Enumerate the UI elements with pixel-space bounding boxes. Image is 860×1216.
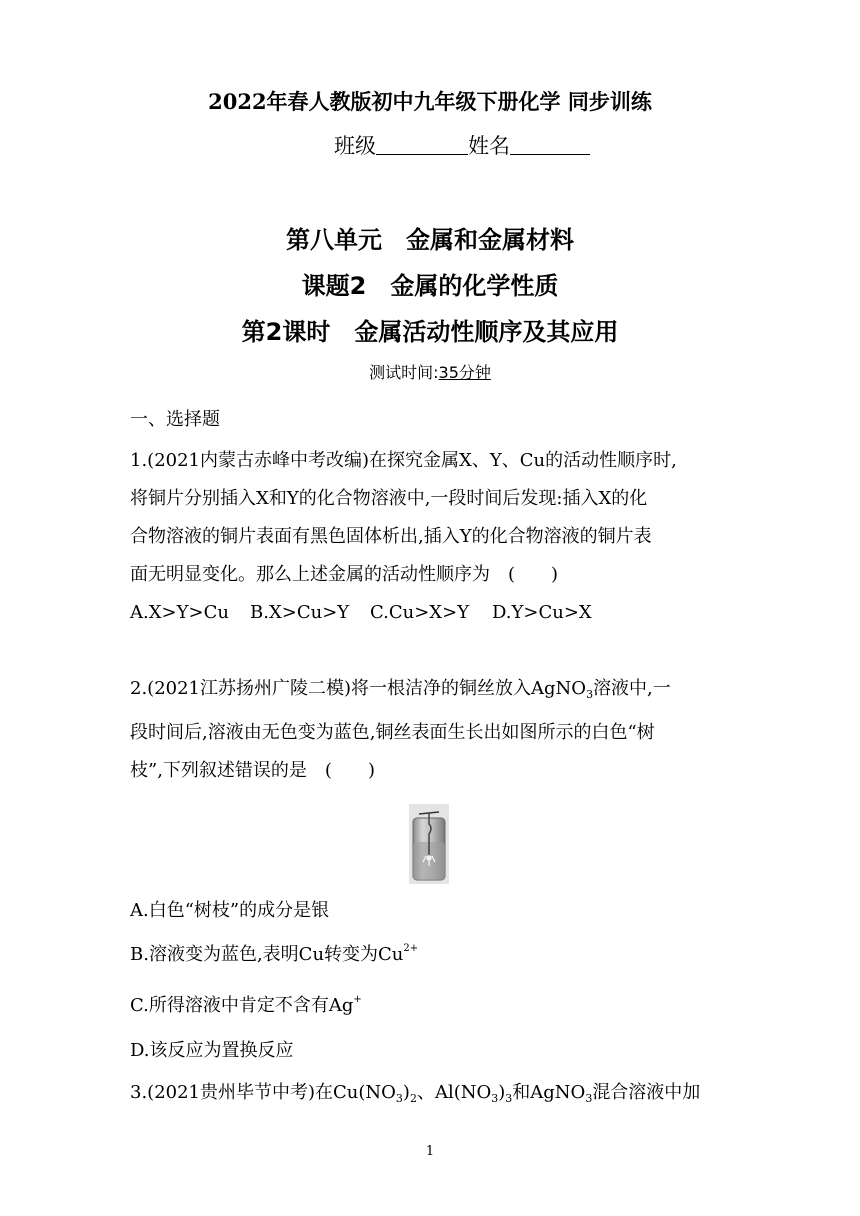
document-title: 2022年春人教版初中九年级下册化学 同步训练: [208, 89, 652, 114]
question-2-line: 枝”,下列叙述错误的是 ( ): [130, 760, 375, 781]
question-3-line: [130, 1074, 735, 1118]
beaker-figure: [409, 804, 449, 884]
class-blank: [376, 132, 468, 155]
question-3: [130, 1074, 735, 1118]
name-blank: [510, 132, 590, 155]
test-time-label: 测试时间:: [369, 363, 439, 382]
question-3-text: 和AgNO: [512, 1082, 586, 1103]
superscript: 2+: [403, 943, 419, 954]
subscript: 3: [585, 1092, 593, 1105]
question-3-text: 混合溶液中加: [592, 1082, 701, 1103]
question-2: [130, 670, 735, 790]
question-3-text: 、Al(NO: [416, 1082, 492, 1103]
unit-title: 第八单元 金属和金属材料: [286, 226, 574, 254]
test-time: [0, 360, 860, 383]
period-title: 第2课时 金属活动性顺序及其应用: [241, 318, 619, 346]
class-label: 班级: [334, 134, 376, 158]
subscript: 2: [409, 1092, 417, 1105]
question-1-line: 1.(2021内蒙古赤峰中考改编)在探究金属X、Y、Cu的活动性顺序时,: [130, 450, 677, 471]
superscript: +: [353, 994, 362, 1005]
name-label: 姓名: [468, 134, 510, 158]
question-1-line: 面无明显变化。那么上述金属的活动性顺序为 ( ): [130, 564, 559, 585]
question-3-text: ): [402, 1082, 410, 1103]
question-1: [130, 442, 735, 632]
subscript: 3: [505, 1092, 513, 1105]
option-c: C.Cu>X>Y: [370, 602, 470, 623]
subscript: 3: [491, 1092, 499, 1105]
option-a: A.白色“树枝”的成分是银: [130, 900, 330, 921]
question-1-options: [130, 594, 735, 632]
page-number: 1: [425, 1144, 435, 1159]
beaker-image: [409, 804, 449, 884]
option-b: B.X>Cu>Y: [250, 602, 350, 623]
question-2-line: 段时间后,溶液由无色变为蓝色,铜丝表面生长出如图所示的白色“树: [130, 722, 655, 743]
subscript: 3: [586, 688, 594, 701]
option-b: [130, 930, 735, 974]
section-heading: 一、选择题: [130, 409, 220, 430]
subscript: 3: [395, 1092, 403, 1105]
lesson-title: 课题2 金属的化学性质: [301, 272, 559, 300]
question-2-text: 溶液中,一: [593, 678, 671, 699]
question-3-text: ): [498, 1082, 506, 1103]
option-c: [130, 981, 735, 1025]
option-b-text: B.溶液变为蓝色,表明Cu转变为Cu: [130, 944, 404, 965]
question-2-text: 2.(2021江苏扬州广陵二模)将一根洁净的铜丝放入AgNO: [130, 678, 587, 699]
question-1-line: 将铜片分别插入X和Y的化合物溶液中,一段时间后发现:插入X的化: [130, 488, 648, 509]
question-2-options: [130, 892, 735, 1070]
option-c-text: C.所得溶液中肯定不含有Ag: [130, 995, 354, 1016]
question-3-text: 3.(2021贵州毕节中考)在Cu(NO: [130, 1082, 396, 1103]
class-name-line: [334, 130, 590, 160]
option-a: A.X>Y>Cu: [130, 602, 229, 623]
question-2-line: [130, 670, 735, 714]
test-time-value: 35分钟: [438, 363, 491, 382]
option-d: D.Y>Cu>X: [492, 602, 592, 623]
option-d: D.该反应为置换反应: [130, 1040, 294, 1061]
question-1-line: 合物溶液的铜片表面有黑色固体析出,插入Y的化合物溶液的铜片表: [130, 526, 652, 547]
